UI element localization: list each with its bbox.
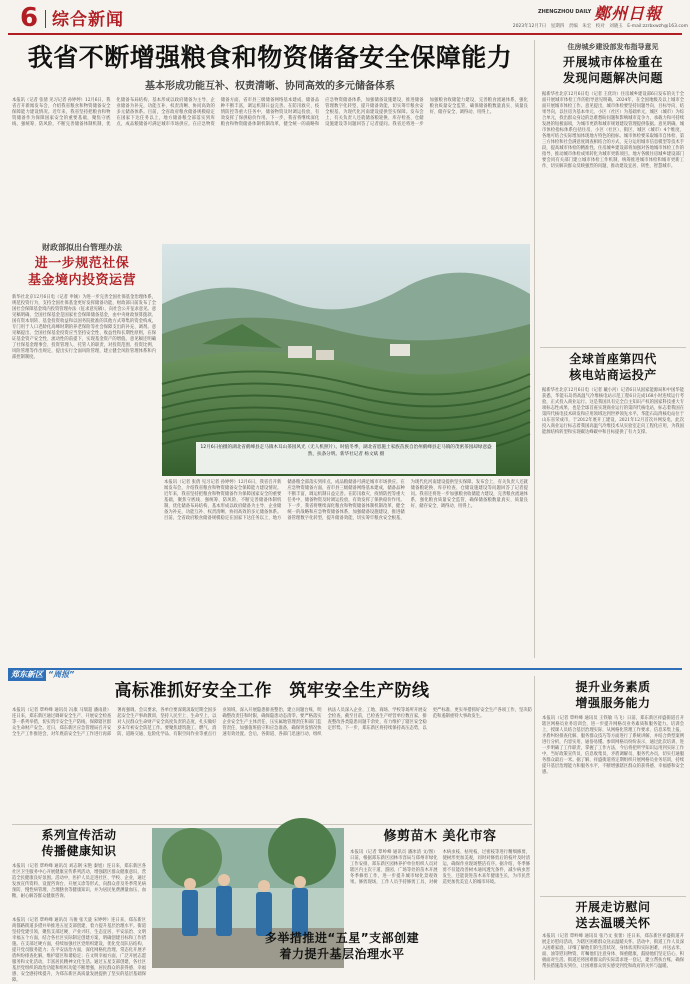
masthead — [0, 0, 690, 36]
star-title-box — [152, 930, 532, 982]
social-fund-kicker: 财政部拟出台管理办法 — [42, 242, 122, 252]
edition-info: 2023年12月7日 星期四 责编 朱宏 校对 刘晓玉 E-mail:zzrbxwzh@163.com — [512, 24, 688, 29]
health-body: 本报讯（记者 覃岭峰 通讯员 刘志钢 宋艳 秦旭）连日来，郑东新区各社区卫生服务中心开展健康宣传系列活动，增强辖区群众健康意识，营造全民健康良好氛围。活动中，医护人员走进社区、学校、企业，通过发放宣传资料、设置咨询台、开展义诊等形式，向群众普及冬季常见病预防、慢性病管理、合理膳食等健康知识，并为居民免费测量血压、血糖，耐心解答群众健康咨询。 — [12, 864, 146, 899]
main-body: 本报讯（记者 张倩 见习记者 孙婷婷）12月6日，我省召开新闻发布会，介绍我省粮食和物资储备安全保障能力建设情况。近年来，我省坚持把粮食和物资储备作为保障国家安全的重要基础，聚焦守底线、强统筹、防风险，不断完善储备体制机制，优化储备布局结构，基本形成以政府储备为主导、企业储备为补充，功能互补、权责清晰、协同高效的多元储备体系。目前，全省政府粮食储备规模稳定在国家下达任务以上，地方储备粮全部落实到库点，成品粮储备可满足城市市场供应。在应急物资储备方面，省市县三级储备网络基本建成，储备品种不断丰富，调运机制日益完善。在防汛救灾、疫情防控等重大任务中，储备物资及时调运投放，有效发挥了保供稳价作用。下一步，我省将继续深化粮食和物资储备体制机制改革，健全统一的战略和应急物资储备体系，加强储备设施建设，推进储备管理数字化转型，提升储备效能，切实筹牢粮食安全根基，为现代化河南建设提供坚实保障。发布会上，有关负责人还就储备粮轮换、库存检查、仓储设施建设等问题回答了记者提问。我省还将进一步加强粮食收储能力建设，完善粮食流通体系，强化粮食质量安全监管，确保储备粮数量真实、质量良好、储存安全、调得动、用得上。 — [12, 98, 528, 127]
paper-name-en: ZHENGZHOU DAILY — [538, 9, 592, 15]
photo-caption: 12月6日拍摄的湖北省鹤峰县走马镇木耳山茶园风光（无人机照片）。时值冬季，湖北省恩施土家族苗族自治州鹤峰县走马镇的茂密茶园却绿意盎然，扶条分明。新华社记者 杨文斌 摄 — [200, 445, 492, 457]
nuclear-title-1: 全球首座第四代 — [569, 352, 657, 366]
column-divider-main — [534, 40, 535, 658]
star-body: 本报讯（记者 覃岭峰 通讯员 马俊 张天骁 宋婷婷）连日来，郑东新区商都路街道多措并举推进五星支部创建，着力提升基层治理水平。街道坚持党建引领，聚焦支部过硬、产业兴旺、生态宜居、平安法治、文明幸福五个方面，结合各社区实际制定创建方案，明确创建目标和工作措施。在支部过硬方面，持续加强社区党组织建设，优化党员队伍结构，提升党员服务能力；在平安法治方面，深化网格化治理，常态化开展矛盾纠纷排查化解，维护辖区和谐稳定；在文明幸福方面，广泛开展志愿服务和文化活动，丰富居民精神文化生活。通过五星支部创建，各社区基层党组织的政治功能和组织功能不断增强，居民群众的获得感、幸福感、安全感持续提升，为郑东新区高质量发展提供了坚实的基层基础保障。 — [12, 918, 146, 983]
social-fund-title-2: 基金境内投资运营 — [27, 273, 136, 288]
urban-check-title-1: 开展城市体检重在 — [562, 55, 663, 69]
urban-check-kicker: 住房城乡建设部发布指导意见 — [567, 42, 659, 51]
health-title-line1: 系列宣传活动 — [41, 828, 117, 842]
nuclear-body: 据新华社北京12月6日电（记者 戴小河）记者6日从国家能源局和中国华能获悉，华能石岛湾高温气冷堆核电站示范工程6日完成168小时连续运行考验，正式投入商业运行。这是我国具有完全自主知识产权的国家科技重大专项标志性成果，也是全球首座实现商业运行的第四代核电站，标志着我国在第四代核电技术研发和应用领域达到世界领先水平。华能石岛湾核电站位于山东省荣成市，于2012年底开工建设，2021年12月首次并网发电，此次投入商业运行标志着我国高温气冷堆技术从实验室走向工程化应用，为我国能源结构转型和实现碳达峰碳中和目标提供了有力支撑。 — [542, 388, 684, 435]
photo-caption-box — [196, 442, 496, 474]
nursery-title: 修剪苗木 美化市容 — [383, 829, 497, 844]
service-title-1: 提升业务素质 — [575, 680, 651, 694]
visit-title-2: 送去温暖关怀 — [575, 916, 651, 930]
masthead-rule — [8, 33, 682, 35]
column-divider-lower — [534, 676, 535, 980]
zhengdong-banner-cn: 郑东新区 — [8, 668, 46, 681]
paper-name-cn: 鄭州日報 — [594, 4, 663, 23]
safety-body: 本报讯（记者 覃岭峰 通讯员 冯康 马瑞超 潘雨晨）连日来，郑东新区通过调研安全生产、开展安全检查等一系列举措，切实筑牢安全生产防线，保障辖区群众生命财产安全。近日，郑东新区应急管理局召开安全生产工作推进会，对年底前安全生产工作进行再部署再强调。会议要求，各单位要深刻汲取近期全国多起安全生产事故教训，坚持人民至上、生命至上，以对人民群众生命财产安全高度负责的态度，扎实做好岁末年初安全防范工作。要聚焦建筑施工、燃气、消防、道路交通、危险化学品、有限空间作业等重点行业领域，深入开展隐患排查整治，建立问题台账，明确整改责任和时限，确保隐患动态清零。要严格落实企业安全生产主体责任，压实属地管理责任和部门监管责任，加强值班值守和应急准备，确保突发情况快速有效处置。会后，各街道、各部门迅速行动，组织执法人员深入企业、工地、商场、学校等场所开展安全检查，截至目前，已检查生产经营单位数百家，排查整改各类隐患问题千余处，有力维护了辖区安全稳定形势。下一步，郑东新区将持续保持高压态势，以更严标准、更实举措抓好安全生产各项工作，坚决防范和遏制重特大事故发生。 — [12, 708, 532, 737]
visit-title-1: 开展走访慰问 — [575, 900, 651, 914]
visit-divider — [540, 896, 686, 897]
visit-body: 本报讯（记者 覃岭峰 通讯员 张乃文 张蕾）连日来，郑东新区祥盛街道开展走访慰问活动，为辖区困难群众送去温暖关怀。活动中，街道工作人员深入困难家庭，详细了解他们的生活状况、身体状况和实际困难，并送去米、面、油等慰问物资，叮嘱他们注意身体、保重健康，鼓励他们坚定信心，积极面对生活。街道还将困难群众的实际需求逐一登记，建立帮扶台账，确保帮扶措施落实到位，让困难群众切实感受到党和政府的关怀与温暖。 — [542, 934, 684, 969]
right-divider — [540, 347, 686, 348]
social-fund-body: 新华社北京12月6日电（记者 申铖）为进一步完善全国社保基金治理体系，规范投资行为，支持全国社保基金更好发挥储备功能，财政部日前发布了全国社会保障基金境内投资管理办法（征求意见稿），向社会公开征求意见。意见稿明确，全国社保基金是国家社会保障储备基金，由中央财政预算拨款、国有资本划转、基金投资收益和以国务院批准的其他方式筹集的资金构成，专门用于人口老龄化高峰时期的养老保险等社会保障支出的补充、调剂。意见稿提出，全国社保基金投资应当坚持安全性、收益性和长期性原则，在保证基金资产安全性、流动性的前提下，实现基金资产的增值。意见稿还明确了社保基金理事会、投资管理人、托管人的职责，对投资范围、投资比例、风险管理等作出规定，提出实行全面风险管理，建立健全风险管理体系和内部控制制度。 — [12, 295, 156, 360]
main-body-continued: 本报讯（记者 张倩 见习记者 孙婷婷）12月6日，我省召开新闻发布会，介绍我省粮食和物资储备安全保障能力建设情况。近年来，我省坚持把粮食和物资储备作为保障国家安全的重要基础，聚焦守底线、强统筹、防风险，不断完善储备体制机制，优化储备布局结构，基本形成以政府储备为主导、企业储备为补充，功能互补、权责清晰、协同高效的多元储备体系。目前，全省政府粮食储备规模稳定在国家下达任务以上，地方储备粮全部落实到库点，成品粮储备可满足城市市场供应。在应急物资储备方面，省市县三级储备网络基本建成，储备品种不断丰富，调运机制日益完善。在防汛救灾、疫情防控等重大任务中，储备物资及时调运投放，有效发挥了保供稳价作用。下一步，我省将继续深化粮食和物资储备体制机制改革，健全统一的战略和应急物资储备体系，加强储备设施建设，推进储备管理数字化转型，提升储备效能，切实筹牢粮食安全根基，为现代化河南建设提供坚实保障。发布会上，有关负责人还就储备粮轮换、库存检查、仓储设施建设等问题回答了记者提问。我省还将进一步加强粮食收储能力建设，完善粮食流通体系，强化粮食质量安全监管，确保储备粮数量真实、质量良好、储存安全、调得动、用得上。 — [164, 480, 528, 521]
service-title-2: 增强服务能力 — [575, 696, 651, 710]
service-body: 本报讯（记者 覃岭峰 通讯员 王铁敏 马飞）日前，郑东新区祥盛街道召开辖区网格员业务培训会，进一步提升网格员业务素质和服务能力。培训会上，授课人员结合基层治理实际，从网格化管理工作要求、信息采集上报、矛盾纠纷排查化解、服务群众技巧等方面进行了系统讲解，并结合典型案例进行分析，内容实用、通俗易懂。参训网格员纷纷表示，通过此次培训，进一步明确了工作职责，掌握了工作方法，今后将把所学知识运用到实际工作中，当好政策宣传员、信息收集员、矛盾调解员、服务代办员，切实打通服务群众最后一米。据了解，祥盛街道将定期组织开展网格员业务培训，持续提升基层治理能力和服务水平，不断增强辖区群众的获得感、幸福感和安全感。 — [542, 716, 684, 775]
nuclear-title-2: 核电站商运投产 — [569, 368, 657, 382]
urban-check-title-2: 发现问题解决问题 — [562, 71, 663, 85]
nursery-body: 本报讯（记者 覃岭峰 通讯员 潘冰清 文/图）日前，根据郑东新区园林市容局与郑州市绿化工作安排，郑东新区园林养护单位组织人员对辖区内主次干道、游园、广场等处的苗木开展冬季修剪工作，进一步提升城市绿化景观效果。修剪现场，工作人员手持修剪工具，对树木病虫枝、枯死枝、过密枝等进行精细修剪，使树形更加美观，同时对修剪后的枝叶及时清运，确保作业现场整洁有序。据介绍，冬季修剪不仅能改善树木通风透光条件，减少病虫害发生，还能促进苗木来年健康生长，为市民营造更加优美宜人的城市环境。 — [350, 850, 530, 885]
star-title-line1: 多举措推进“五星”支部创建 — [264, 931, 420, 945]
urban-check-body: 据新华社北京12月6日电（记者 王优玲）住房城乡建设部6日发布的关于全面开展城市体检工作的指导意见明确，2024年，在全国地级及以上城市全面开展城市体检工作。意见提出，城市体检要坚持问题导向、目标导向、结果导向，以住房为基本单元、小区（社区）为基础单元，城区（城市）为综合单元，找出群众身边的急难愁盼问题和影响城市竞争力、承载力和可持续发展的短板弱项，为城市更新和城市规划建设管理提供依据。意见明确，城市体检指标体系包括住房、小区（社区）、街区、城区（城市）4个维度，各地可结合实际增加体现地方特色的指标。城市体检要采取城市自体检、第三方体检和社会满意度调查相结合的方式，充分运用城市信息模型等技术手段，提高城市体检的精准性。住房城乡建设部将加强对各地城市体检工作的指导，推动城市体检成果转化为城市更新项目。地方各级住房城乡建设部门要会同有关部门建立城市体检工作机制，统筹推进城市体检和城市更新工作，切实解决群众反映强烈的问题，推动建设宜居、韧性、智慧城市。 — [542, 92, 684, 169]
zhengdong-banner-quote: “周报” — [48, 670, 75, 679]
star-title-line2: 着力提升基层治理水平 — [279, 947, 405, 961]
section-title: 综合新闻 — [52, 10, 124, 30]
main-headline: 我省不断增强粮食和物资储备安全保障能力 — [27, 43, 513, 72]
social-fund-title-1: 进一步规范社保 — [34, 256, 130, 271]
zhengdong-banner — [8, 662, 126, 679]
lower-divider — [12, 824, 532, 825]
safety-headline: 高标准抓好安全工作 筑牢安全生产防线 — [114, 681, 430, 701]
tea-garden-photo — [162, 244, 530, 476]
main-subtitle: 基本形成功能互补、权责清晰、协同高效的多元储备体系 — [145, 81, 395, 92]
page-number-divider — [45, 10, 46, 28]
page-number: 6 — [19, 3, 39, 33]
health-title-line2: 传播健康知识 — [41, 844, 117, 858]
